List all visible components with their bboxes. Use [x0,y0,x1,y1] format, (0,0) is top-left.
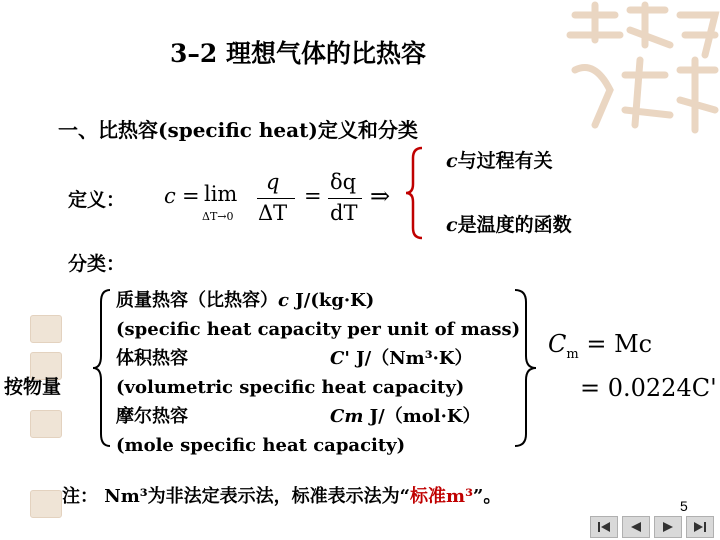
next-icon[interactable] [654,516,682,538]
formula-eq1: = [182,184,200,208]
red-brace [404,146,426,240]
page-title: 3–2 理想气体的比热容 [170,39,426,68]
formula-lim-sub: ΔT→0 [202,210,234,223]
formula-arrow: ⇒ [370,182,391,210]
relation-line-1: $C_m = Mc$ [548,330,653,362]
side-decoration-4 [30,490,62,518]
formula-num1: q [266,170,280,194]
list-item: 质量热容（比热容）c J/(kg·K) [116,290,375,311]
formula-den2: dT [330,201,358,225]
formula-eq2: = [304,184,322,208]
page-number: 5 [680,498,688,514]
relation-line-2: = 0.0224C' [580,374,717,402]
prev-icon[interactable] [622,516,650,538]
classification-list [116,286,520,460]
group-label: 按物量 [4,376,62,398]
definition-label: 定义： [68,189,126,211]
fraction-bar-2 [328,198,362,199]
side-decoration-3 [30,410,62,438]
side-decoration-1 [30,315,62,343]
list-item: 摩尔热容 Cm J/（mol·K） [116,406,481,427]
list-item-en: (volumetric specific heat capacity) [116,377,465,398]
formula-num2: δq [330,170,357,194]
seal-artwork [555,0,720,140]
bottom-note: 注： Nm³为非法定表示法，标准表示法为“标准m³”。 [62,486,502,507]
formula-c: c [164,184,176,208]
list-item: 体积热容 C' J/（Nm³·K） [116,348,473,369]
first-icon[interactable] [590,516,618,538]
slide-navigation [590,516,714,538]
right-brace [512,288,542,448]
classification-label: 分类： [68,253,126,275]
formula-den1: ΔT [258,201,288,225]
last-icon[interactable] [686,516,714,538]
section-heading: 一、比热容(specific heat)定义和分类 [58,118,418,142]
list-item-en: (mole specific heat capacity) [116,435,406,456]
list-item-en: (specific heat capacity per unit of mass) [116,319,521,340]
note-c-temperature: c是温度的函数 [446,214,572,236]
fraction-bar-1 [257,198,295,199]
left-brace [90,288,114,448]
note-c-process: c与过程有关 [446,150,553,172]
note-highlight: 标准m³ [410,486,473,507]
formula-lim: lim [204,182,238,206]
